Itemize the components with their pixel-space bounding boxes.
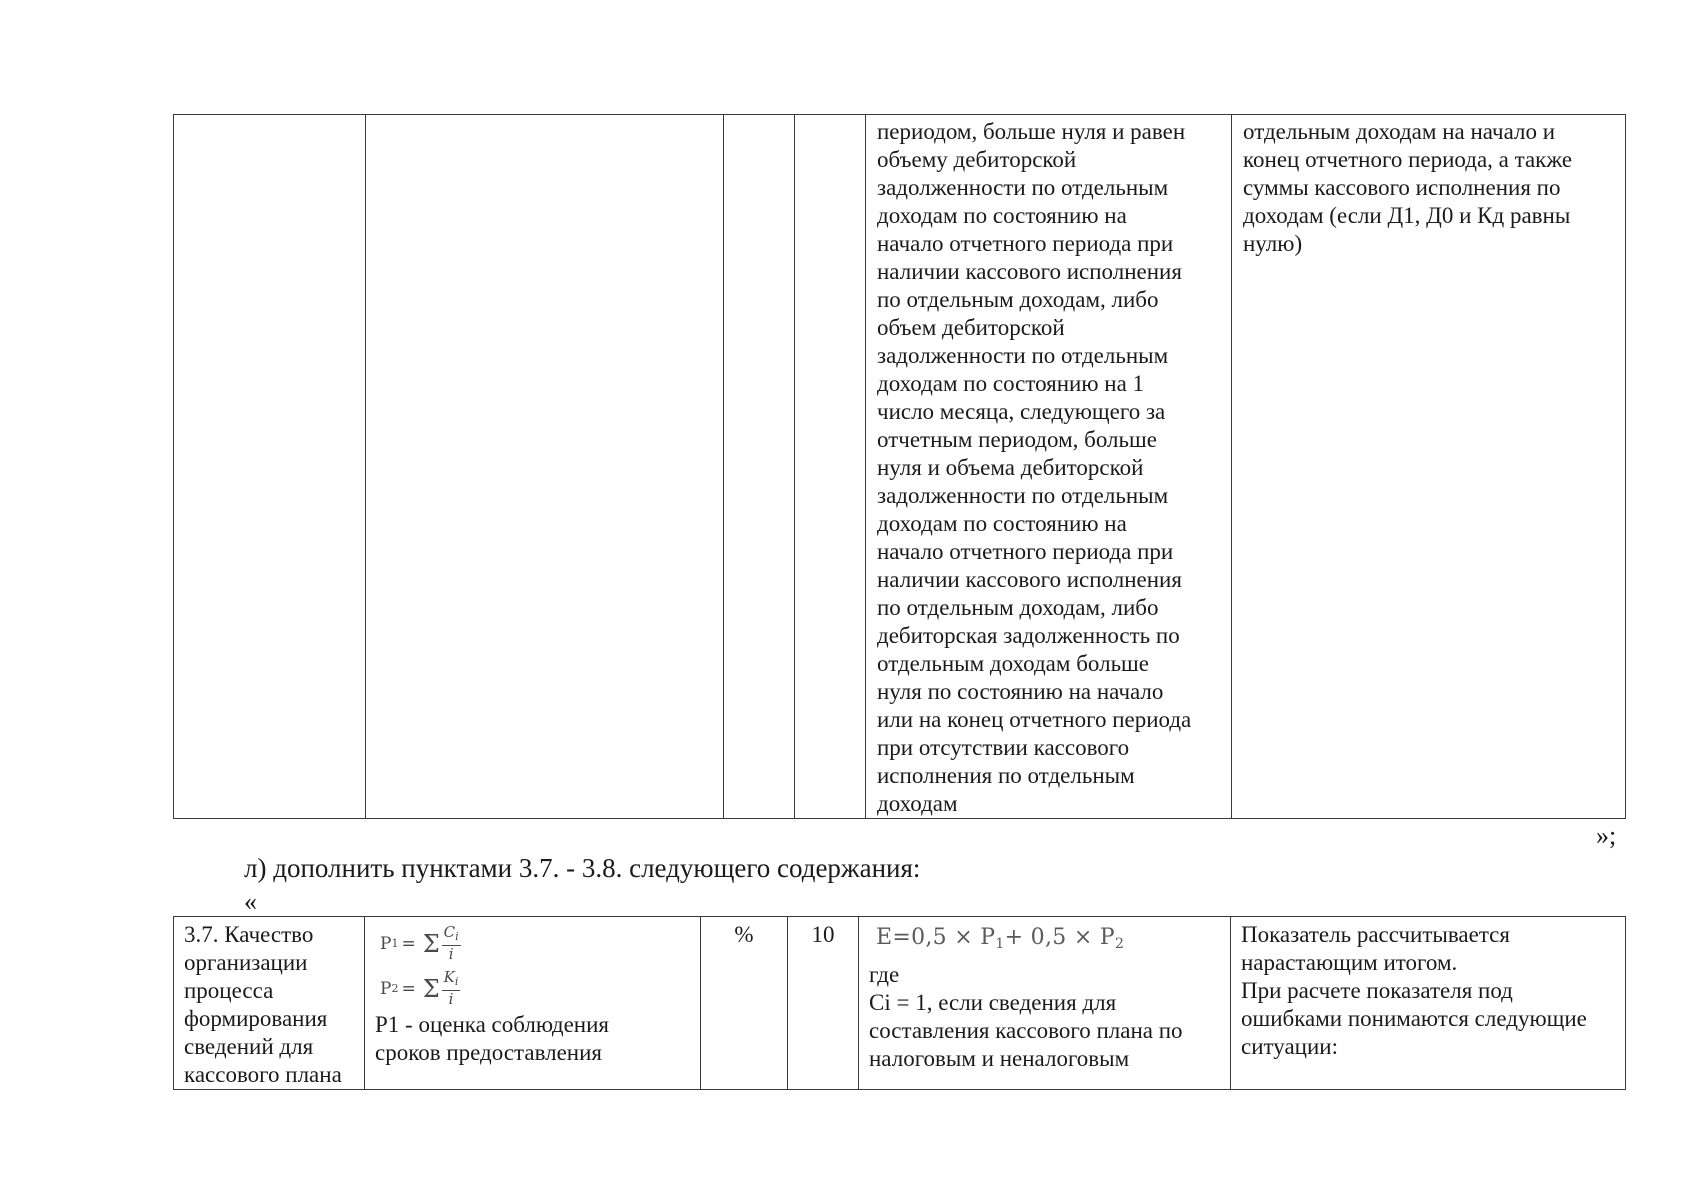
comment-text: Показатель рассчитывается нарастающим итогом. При расчете показателя под ошибками понимаются следующие ситуации: <box>1241 922 1587 1059</box>
cell-unit <box>701 917 788 1090</box>
comment-text: отдельным доходам на начало и конец отчетного периода, а также суммы кассового исполнения по доходам (если Д1, Д0 и Кд равны нулю) <box>1243 119 1573 256</box>
unit-value: % <box>734 922 754 947</box>
cell-formula <box>366 115 724 819</box>
formula-p1-image: P 1 = Σ $\frac{C_i}{i}$ <box>380 923 459 963</box>
table-row <box>174 917 1626 1090</box>
indicator-table-new-items <box>173 916 1626 1090</box>
cell-formula <box>365 917 701 1090</box>
weight-value: 10 <box>811 922 835 947</box>
calculation-rules-text: периодом, больше нуля и равен объему дебиторской задолженности по отдельным доходам по состоянию на начало отчетного периода при наличии кассового исполнения по отдельным доходам, либо объем дебиторской задолженности по отдельным доходам по состоянию на 1 число месяца, следующего за отчетным периодом, больше нуля и объема дебиторской задолженности по отдельным доходам по состоянию на начало отчетного периода при наличии кассового исполнения по отдельным доходам, либо дебиторская задолженность по отдельным доходам больше нуля по состоянию на начало или на конец отчетного периода при отсутствии кассового исполнения по отдельным доходам <box>877 119 1192 816</box>
cell-calculation-rules <box>859 917 1231 1090</box>
cell-unit <box>724 115 795 819</box>
amendment-paragraph: л) дополнить пунктами 3.7. - 3.8. следующего содержания: <box>244 853 921 883</box>
p1-description: Р1 - оценка соблюдения сроков предоставления <box>375 1012 609 1065</box>
cell-weight <box>795 115 866 819</box>
cell-indicator-name <box>174 115 366 819</box>
cell-calculation-rules <box>866 115 1232 819</box>
indicator-table-continued <box>173 114 1626 819</box>
formula-p2-image: P 2 = Σ $\frac{K_i}{i}$ <box>380 968 459 1008</box>
cell-comment <box>1232 115 1626 819</box>
calculation-description: где Ci = 1, если сведения для составления кассового плана по налоговым и неналоговым <box>869 962 1183 1071</box>
cell-indicator-name <box>174 917 365 1090</box>
cell-comment <box>1231 917 1626 1090</box>
closing-quote: »; <box>1596 821 1617 850</box>
opening-quote: « <box>244 887 257 916</box>
formula-e-image: $E=0,5 \times P_1+ 0,5 \times P_2$ <box>876 925 1125 952</box>
cell-weight <box>788 917 859 1090</box>
table-row <box>174 115 1626 819</box>
indicator-name-text: 3.7. Качество организации процесса формирования сведений для кассового плана <box>184 922 342 1087</box>
